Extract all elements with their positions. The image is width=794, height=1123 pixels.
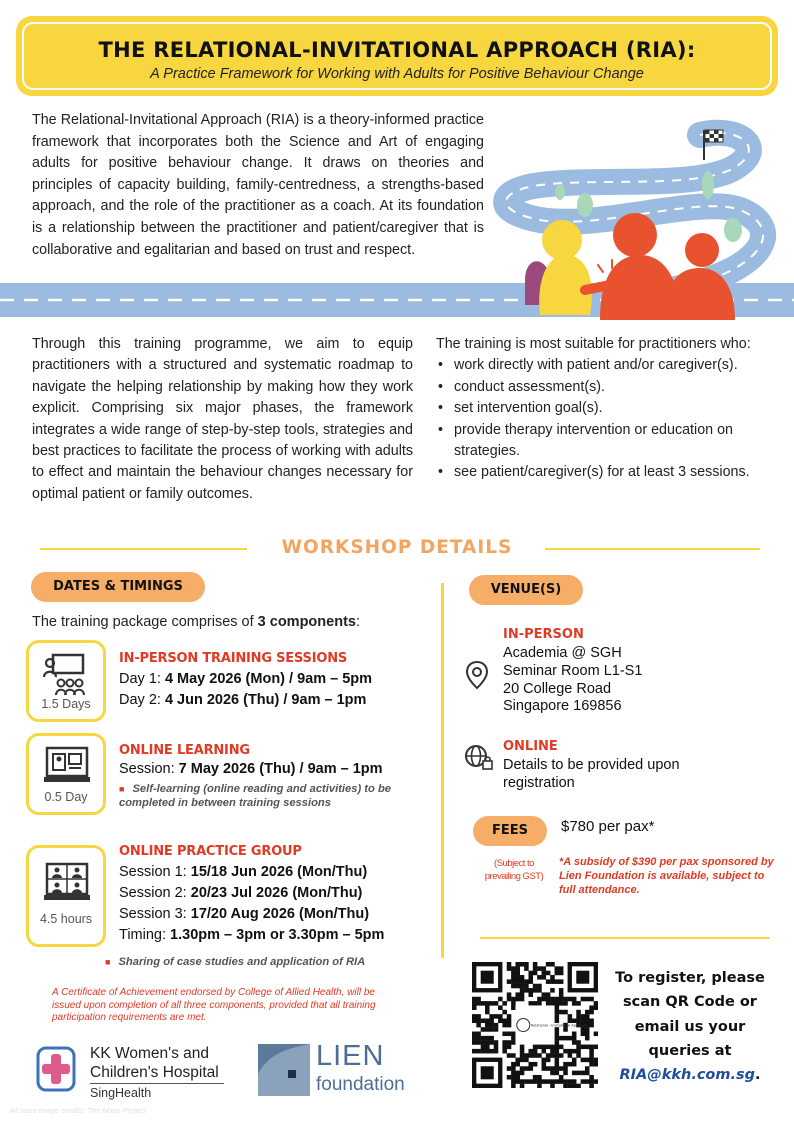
online-details: Details to be provided upon registration: [503, 757, 680, 791]
component-note: ■ Self-learning (online reading and activities) to be completed in between training sessions: [119, 783, 392, 809]
page-subtitle: A Practice Framework for Working with Adults for Positive Behaviour Change: [150, 66, 644, 82]
suitability-item: • see patient/caregiver(s) for at least 3 sessions.: [436, 462, 781, 483]
certificate-note: A Certificate of Achievement endorsed by College of Allied Health, will be issued upon completion of all three components, provided that all training participation requirements are met.: [52, 987, 376, 1023]
duration-label: 0.5 Day: [44, 790, 88, 804]
divider-qr: [480, 937, 770, 939]
dates-timings-badge: DATES & TIMINGS: [31, 572, 205, 602]
suitability-item: • provide therapy intervention or education on strategies.: [436, 420, 781, 463]
session-line: Day 1: 4 May 2026 (Mon) / 9am – 5pm: [119, 671, 373, 687]
kkh-logo-rule: [90, 1083, 224, 1084]
programme-paragraph: Through this training programme, we aim to equip practitioners with a structured and systematic roadmap to navigate the helping relationship by making how they work explicit. Comprising six major phases, the framework integrates a wide range of step-by-step tools, strategies and best practices to facilitate the process of working with adults to effect and maintain the behaviour changes necessary for optimal patient or family outcomes.: [32, 336, 413, 502]
venues-badge: VENUE(S): [469, 575, 583, 605]
fee-amount: $780 per pax*: [561, 818, 655, 835]
session-line: Session 3: 17/20 Aug 2026 (Mon/Thu): [119, 906, 370, 922]
component-title: IN-PERSON TRAINING SESSIONS: [119, 651, 348, 666]
lien-logo-text: LIEN: [316, 1040, 385, 1072]
register-email-link[interactable]: RIA@kkh.com.sg: [619, 1067, 756, 1084]
location-pin-icon: [465, 660, 489, 690]
in-person-address: Academia @ SGH Seminar Room L1-S1 20 College Road Singapore 169856: [503, 645, 643, 715]
package-summary: The training package comprises of 3 components:: [32, 614, 360, 630]
duration-label: 4.5 hours: [39, 912, 93, 926]
image-credits: All base image credits: The Noun Project: [10, 1106, 146, 1115]
registration-qr-code[interactable]: [472, 962, 598, 1088]
session-line: Timing: 1.30pm – 3pm or 3.30pm – 5pm: [119, 927, 385, 943]
kkh-logo-icon: [36, 1046, 76, 1092]
suitability-section: [436, 334, 781, 484]
finish-flag-icon: [705, 130, 723, 142]
session-line: Day 2: 4 Jun 2026 (Thu) / 9am – 1pm: [119, 692, 367, 708]
component-box-online-learning: [26, 733, 106, 815]
register-instructions: To register, please scan QR Code or email us your queries at RIA@kkh.com.sg.: [615, 970, 765, 1084]
header-banner: [16, 16, 778, 96]
gst-note: (Subject to prevailing GST): [484, 858, 544, 882]
subsidy-note: *A subsidy of $390 per pax sponsored by Lien Foundation is available, subject to full attendance.: [559, 856, 774, 896]
component-box-in-person: [26, 640, 106, 722]
component-title: ONLINE LEARNING: [119, 743, 250, 758]
foundation-logo-text: foundation: [316, 1074, 405, 1095]
laptop-icon: [43, 744, 91, 788]
column-divider: [441, 583, 444, 958]
duration-label: 1.5 Days: [41, 697, 91, 711]
kkh-logo-text: KK Women's and Children's Hospital: [90, 1045, 219, 1081]
page-title: THE RELATIONAL-INVITATIONAL APPROACH (RIA):: [98, 38, 696, 62]
fees-badge: FEES: [473, 816, 547, 846]
video-call-icon: [43, 860, 91, 910]
singhealth-text: SingHealth: [90, 1086, 152, 1100]
workshop-title: WORKSHOP DETAILS: [281, 537, 513, 558]
intro-paragraph: The Relational-Invitational Approach (RIA) is a theory-informed practice framework that incorporates both the Science and Art of engaging adults for positive behaviour change. It draws on theories and principles of capacity building, family-centredness, a strengths-based approach, and the role of the practitioner as a coach. At its foundation is a relationship between the practitioner and patient/caregiver that is collaborative and egalitarian and based on trust and respect.: [32, 112, 484, 258]
qr-center-label: Relational - Invitational Approach: [531, 1023, 588, 1028]
suitability-lead: The training is most suitable for practitioners who:: [436, 336, 751, 352]
suitability-item: • work directly with patient and/or caregiver(s).: [436, 355, 781, 376]
header-frame: [22, 22, 772, 90]
in-person-label: IN-PERSON: [503, 627, 584, 642]
suitability-item: • conduct assessment(s).: [436, 377, 781, 398]
classroom-icon: [43, 651, 91, 699]
session-line: Session 1: 15/18 Jun 2026 (Mon/Thu): [119, 864, 368, 880]
session-line: Session: 7 May 2026 (Thu) / 9am – 1pm: [119, 761, 383, 777]
component-box-practice-group: [26, 845, 106, 947]
lien-logo-icon: [258, 1044, 310, 1096]
suitability-list: [436, 355, 781, 483]
online-label: ONLINE: [503, 739, 558, 754]
suitability-item: • set intervention goal(s).: [436, 398, 781, 419]
component-title: ONLINE PRACTICE GROUP: [119, 844, 302, 859]
globe-icon: [464, 744, 494, 772]
session-line: Session 2: 20/23 Jul 2026 (Mon/Thu): [119, 885, 363, 901]
component-note: ■ Sharing of case studies and application of RIA: [105, 956, 366, 968]
